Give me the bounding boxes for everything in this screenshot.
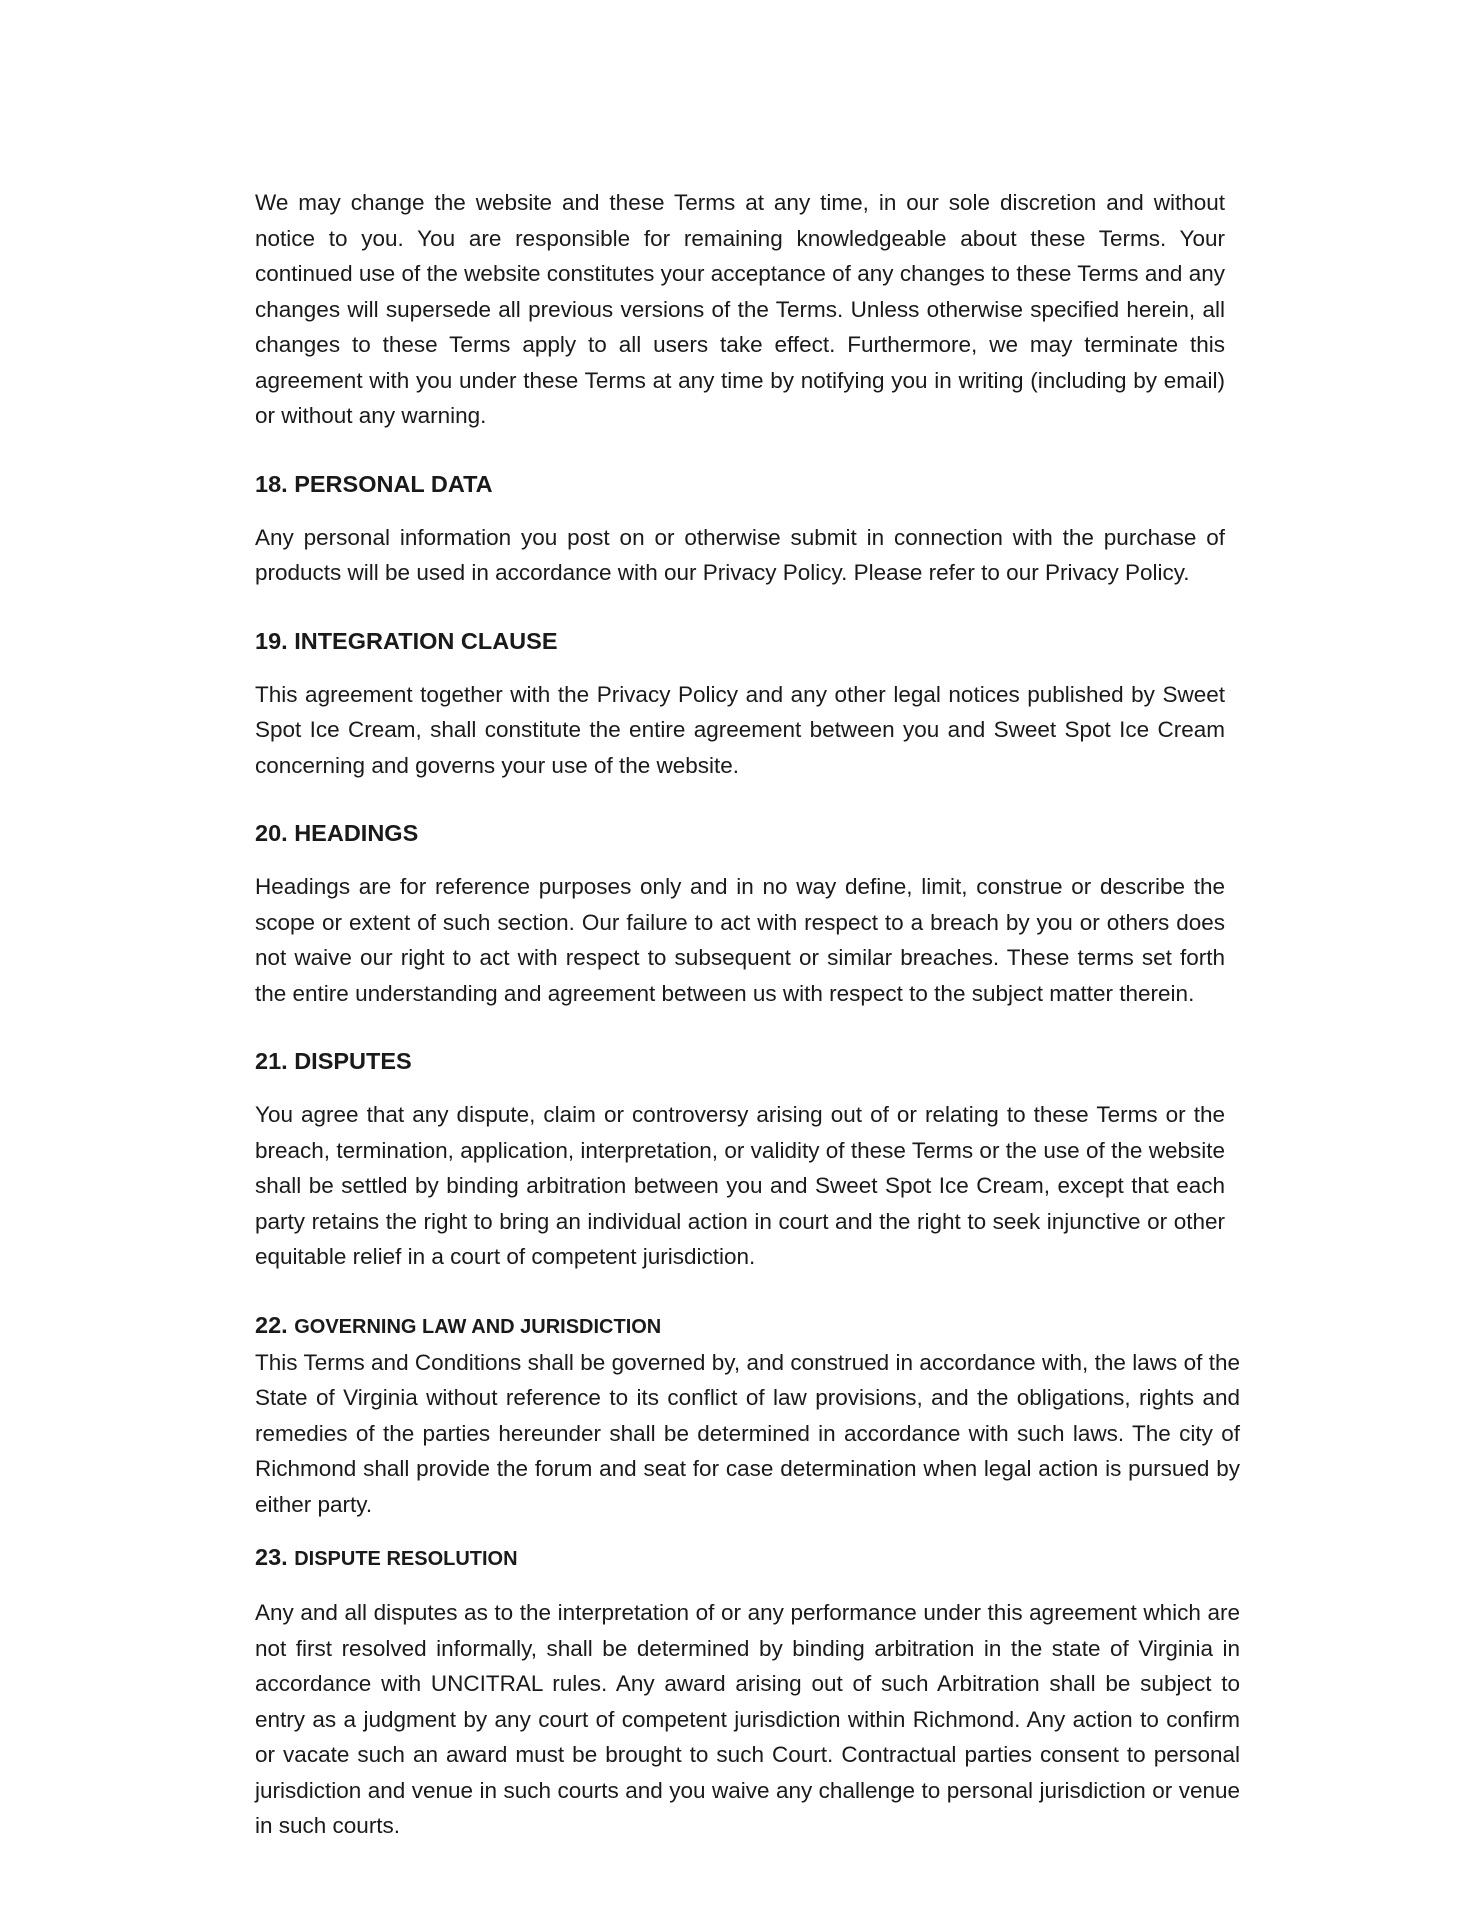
document-page — [255, 185, 1240, 1844]
section-23-paragraph: Any and all disputes as to the interpretation of or any performance under this agreement which are not first resolved informally, shall be determined by binding arbitration in the state of Virginia in accordance with UNCITRAL rules. Any award arising out of such Arbitration shall be subject to entry as a judgment by any court of competent jurisdiction within Richmond. Any action to confirm or vacate such an award must be brought to such Court. Contractual parties consent to personal jurisdiction and venue in such courts and you waive any challenge to personal jurisdiction or venue in such courts. — [255, 1600, 1240, 1838]
section-18-heading — [255, 467, 1225, 502]
section-title: DISPUTES — [294, 1048, 412, 1074]
section-title: GOVERNING LAW AND JURISDICTION — [294, 1315, 662, 1338]
section-23-heading — [255, 1540, 1225, 1577]
section-21-paragraph: You agree that any dispute, claim or controversy arising out of or relating to these Terms or the breach, termination, application, interpretation, or validity of these Terms or the use of the website shall be settled by binding arbitration between you and Sweet Spot Ice Cream, except that each party retains the right to bring an individual action in court and the right to seek injunctive or other equitable relief in a court of competent jurisdiction. — [255, 1102, 1225, 1269]
section-number: 21. — [255, 1048, 288, 1074]
section-title: DISPUTE RESOLUTION — [294, 1548, 518, 1570]
section-19-paragraph: This agreement together with the Privacy Policy and any other legal notices published by Sweet Spot Ice Cream, shall constitute the entire agreement between you and Sweet Spot Ice Cream concerning and governs your use of the website. — [255, 681, 1225, 778]
section-19-heading — [255, 624, 1225, 659]
section-22-paragraph: This Terms and Conditions shall be governed by, and construed in accordance with, the laws of the State of Virginia without reference to its conflict of law provisions, and the obligations, rights and remedies of the parties hereunder shall be determined in accordance with such laws. The city of Richmond shall provide the forum and seat for case determination when legal action is pursued by either party. — [255, 1349, 1240, 1517]
section-20-paragraph: Headings are for reference purposes only and in no way define, limit, construe or describe the scope or extent of such section. Our failure to act with respect to a breach by you or others does not waive our right to act with respect to subsequent or similar breaches. These terms set forth the entire understanding and agreement between us with respect to the subject matter therein. — [255, 874, 1225, 1006]
section-18-paragraph: Any personal information you post on or otherwise submit in connection with the purchase of products will be used in accordance with our Privacy Policy. Please refer to our Privacy Policy. — [255, 524, 1225, 585]
section-number: 19. — [255, 627, 288, 654]
intro-paragraph: We may change the website and these Terms at any time, in our sole discretion and without notice to you. You are responsible for remaining knowledgeable about these Terms. Your continued use of the website constitutes your acceptance of any changes to these Terms and any changes will supersede all previous versions of the Terms. Unless otherwise specified herein, all changes to these Terms apply to all users take effect. Furthermore, we may terminate this agreement with you under these Terms at any time by notifying you in writing (including by email) or without any warning. — [255, 190, 1225, 428]
section-21-heading — [255, 1044, 1225, 1079]
section-title: HEADINGS — [294, 820, 419, 846]
section-number: 22. — [255, 1311, 288, 1338]
section-20-heading — [255, 816, 1225, 851]
section-22-heading — [255, 1308, 1225, 1345]
section-title: PERSONAL DATA — [294, 470, 493, 497]
section-title: INTEGRATION CLAUSE — [294, 627, 558, 654]
section-number: 23. — [255, 1544, 288, 1570]
section-number: 18. — [255, 470, 288, 497]
section-number: 20. — [255, 820, 288, 846]
